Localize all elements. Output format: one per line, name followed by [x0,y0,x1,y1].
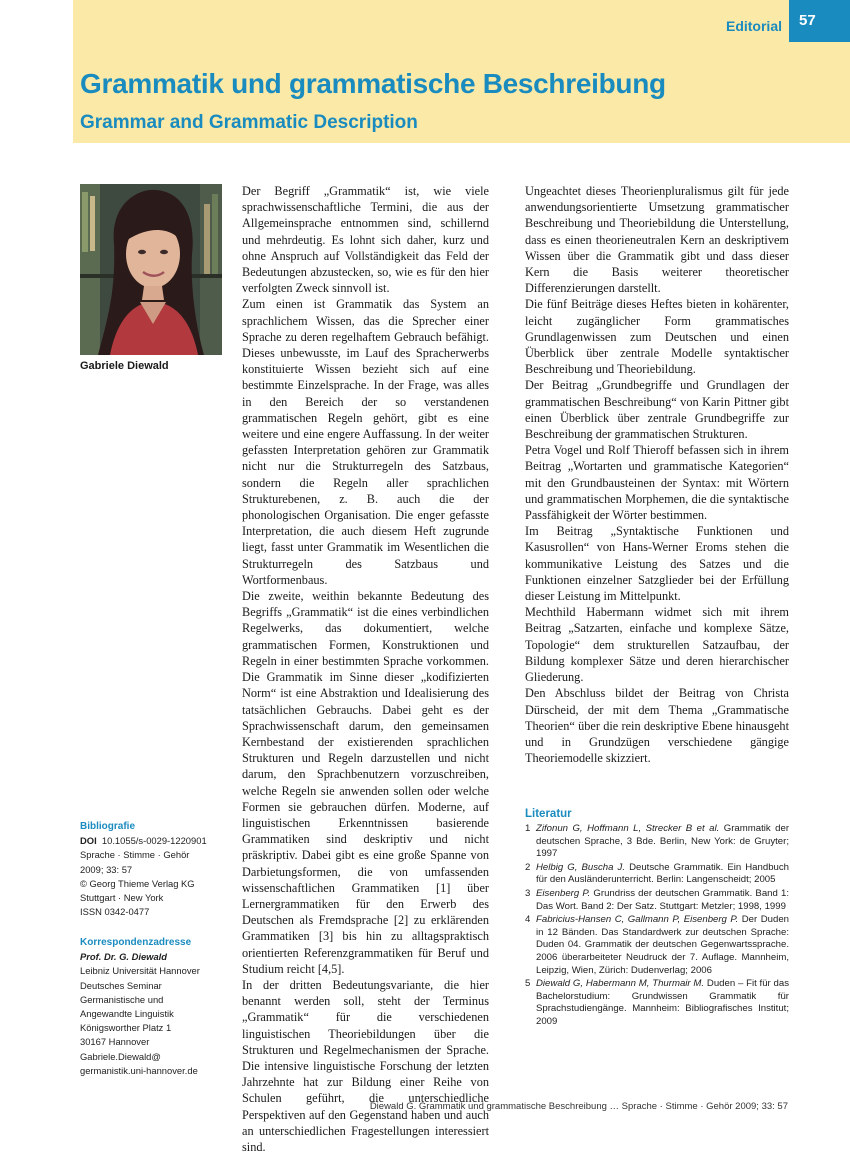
reference-text: Der Duden in 12 Bänden. Das Standardwerk zur deutschen Sprache: Duden 04. Grammatik der deutschen Gegenwartssprache. 2006 überarbeiteter Neudruck der 7. Auflage. Mannheim, Leipzig, Wien, Zürich: Dudenverlag; 2006 [536,914,789,976]
body-paragraph: In der dritten Bedeutungsvariante, die hier benannt werden soll, steht der Terminus „Grammatik“ für die verschiedenen linguistischen Theoriebildungen über die Strukturen und Regelmechanismen der Sprache. Die intensive linguistische Forschung der letzten Jahrzehnte hat zur Bildung einer Reihe von Schulen geführt, die unterschiedliche Perspektiven auf den Gegenstand haben und auch an unterschiedlichen Fragestellungen interessiert sind. [242,977,489,1154]
body-paragraph: Die fünf Beiträge dieses Heftes bieten in kohärenter, leicht zugänglicher Form grammatisches Grundlagenwissen zum Deutschen und einen Überblick über zentrale Modelle syntaktischer Beschreibung und Theoriebildung. [525,297,789,377]
reference-authors: Eisenberg P. [536,887,591,899]
bibliography-line: Sprache · Stimme · Gehör [80,849,190,861]
reference-number: 5 [525,978,531,990]
body-paragraph: Die zweite, weithin bekannte Bedeutung des Begriffs „Grammatik“ ist die eines verbindlichen Regelwerks, das dokumentiert, welche grammatischen Formen, Konstruktionen und Regeln in einer bestimmten Sprache vorkommen. Die Grammatik im Sinne dieser „kodifizierten Norm“ ist eine Abstraktion und Idealisierung des tatsächlichen Gebrauchs. Dabei geht es der Sprachwissenschaft darum, den gemeinsamen Kernbestand der existierenden sprachlichen Strukturen und Regeln darzustellen und nicht darum, den Sprachbenutzern vorzuschreiben, welche Regeln sie anwenden sollen oder welche Formen sie gebrauchen dürfen. Moderne, auf linguistischen Erkenntnissen basierende Grammatiken sind deskriptiv und nicht präskriptiv. Dabei gibt es eine große Spanne von Darbietungsformen, die von umfassenden wissenschaftlichen Grammatiken [1] über Lernergrammatiken für den Erwerb des Deutschen als Fremdsprache [2] zu erklärenden Grammatiken [3] bis hin zu alltagspraktisch orientierten Referenzgrammatiken für Beruf und Studium reicht [4,5]. [242,589,489,976]
email-line[interactable]: Gabriele.Diewald@ [80,1050,161,1062]
body-paragraph: Den Abschluss bildet der Beitrag von Christa Dürscheid, der mit dem Thema „Grammatische Theorien“ über die rein deskriptive Ebene hinausgeht und in Grundzügen verschiedene gängige Theoriemodelle skizziert. [525,686,789,766]
bibliography-block [80,820,230,919]
reference-authors: Diewald G, Habermann M, Thurmair M. [536,978,705,990]
author-name: Gabriele Diewald [80,360,169,372]
body-paragraph: Ungeachtet dieses Theorienpluralismus gilt für jede anwendungsorientierte Umsetzung grammatischer Beschreibung und Theoriebildung die Unterstellung, dass es einen theorieneutralen Kern an deskriptivem Wissen über die Grammatik gibt und dass dieser Kern die Basis weiterer theoretischer Differenzierungen darstellt. [525,184,789,296]
reference-number: 2 [525,861,531,873]
literature-list [525,823,789,1030]
address-line: Germanistische und [80,993,164,1005]
bibliography-line: ISSN 0342-0477 [80,906,150,918]
body-paragraph: Im Beitrag „Syntaktische Funktionen und Kasusrollen“ von Hans-Werner Eroms stehen die kommunikative Leistung des Satzes und die Funktionen einzelner Satzglieder bei der Erfüllung dieser Leistung im Mittelpunkt. [525,524,789,604]
reference-item [525,862,789,887]
correspondence-name: Prof. Dr. G. Diewald [80,951,167,963]
correspondence-heading: Korrespondenzadresse [80,937,192,948]
body-column-1 [242,183,489,1155]
reference-number: 4 [525,914,531,926]
reference-authors: Fabricius-Hansen C, Gallmann P, Eisenberg P. [536,914,739,926]
literature-heading: Literatur [525,808,572,820]
body-column-2 [525,183,789,766]
body-paragraph: Der Begriff „Grammatik“ ist, wie viele sprachwissenschaftliche Termini, die aus der Allgemeinsprache entnommen sind, schillernd und mehrdeutig. Es lohnt sich daher, kurz und ohne Anspruch auf Vollständigkeit das Feld der Bedeutungen abzustecken, so, wie es für den hier verfolgten Zweck sinnvoll ist. [242,184,489,296]
running-footer: Diewald G. Grammatik und grammatische Beschreibung … Sprache · Stimme · Gehör 2009; 33: 57 [369,1101,788,1112]
reference-authors: Helbig G, Buscha J. [536,861,625,873]
reference-number: 1 [525,823,531,834]
reference-text: Deutsche Grammatik. Ein Handbuch für den Ausländerunterricht. Berlin: Langenscheidt; 2005 [536,861,789,886]
reference-authors: Zifonun G, Hoffmann L, Strecker B et al. [536,823,720,834]
body-paragraph: Petra Vogel und Rolf Thieroff befassen sich in ihrem Beitrag „Wortarten und grammatische Kategorien“ mit den Grundbausteinen der Syntax: mit Wörtern und grammatischen Morphemen, die die syntaktische Passfähigkeit der Wörter bestimmen. [525,443,789,523]
bibliography-line: 2009; 33: 57 [80,863,133,875]
doi-line [80,834,230,848]
reference-number: 3 [525,887,531,899]
correspondence-block [80,936,230,1078]
address-line: 30167 Hannover [80,1036,150,1048]
bibliography-line: Stuttgart · New York [80,892,164,904]
author-portrait [80,184,222,355]
address-line: Leibniz Universität Hannover [80,965,200,977]
address-line: Angewandte Linguistik [80,1008,174,1020]
running-section-label: Editorial [725,18,782,34]
page-subtitle: Grammar and Grammatic Description [80,112,418,133]
reference-item [525,823,789,861]
address-line: Königsworther Platz 1 [80,1022,172,1034]
address-line: Deutsches Seminar [80,979,162,991]
bibliography-line: © Georg Thieme Verlag KG [80,877,195,889]
email-line[interactable]: germanistik.uni-hannover.de [80,1064,198,1076]
page-number: 57 [789,0,850,42]
doi-value: 10.1055/s-0029-1220901 [101,835,207,847]
body-paragraph: Der Beitrag „Grundbegriffe und Grundlagen der grammatischen Beschreibung“ von Karin Pittner gibt einen Überblick über zentrale Grundbegriffe zur Beschreibung der grammatischen Strukturen. [525,378,789,442]
reference-item [525,978,789,1028]
bibliography-heading: Bibliografie [80,821,136,832]
reference-text: Grundriss der deutschen Grammatik. Band 1: Das Wort. Band 2: Der Satz. Stuttgart: Metzler; 1998, 1999 [536,887,790,912]
reference-text: Grammatik der deutschen Sprache, 3 Bde. Berlin, New York: de Gruyter; 1997 [536,823,790,860]
body-paragraph: Zum einen ist Grammatik das System an sprachlichem Wissen, das die Sprecher einer Sprache zu deren regelhaftem Gebrauch befähigt. Dieses unbewusste, im Lauf des Spracherwerbs konstituierte Wissen bezieht sich auf eine bestimmte Einzelsprache. In der Frage, was alles in den Bereich der so verstandenen grammatischen Regeln gehört, gibt es eine weitere und eine engere Auffassung. In der weiter gefassten Interpretation gehören zur Grammatik nicht nur die Strukturregeln des Satzbaus, sondern die Regeln aller sprachlichen Strukturebenen, z. B. auch die der phonologischen Organisation. Die enger gefasste Interpretation, die auch diesem Heft zugrunde liegt, fasst unter Grammatik im Wesentlichen die Strukturregeln des Satzbaus und Wortformenbaus. [242,297,489,587]
reference-item [525,914,789,977]
doi-label: DOI [80,835,97,847]
reference-item [525,888,789,913]
body-paragraph: Mechthild Habermann widmet sich mit ihrem Beitrag „Satzarten, einfache und komplexe Sätze, Topologie“ dem strukturellen Satzaufbau, der Bildung komplexer Sätze und deren hierarchischer Gliederung. [525,605,789,685]
reference-text: Duden – Fit für das Bachelorstudium: Grundwissen Grammatik für Sprachstudiengänge. Mannheim: Bibliografisches Institut; 2009 [536,978,790,1027]
page-title: Grammatik und grammatische Beschreibung [80,68,666,99]
